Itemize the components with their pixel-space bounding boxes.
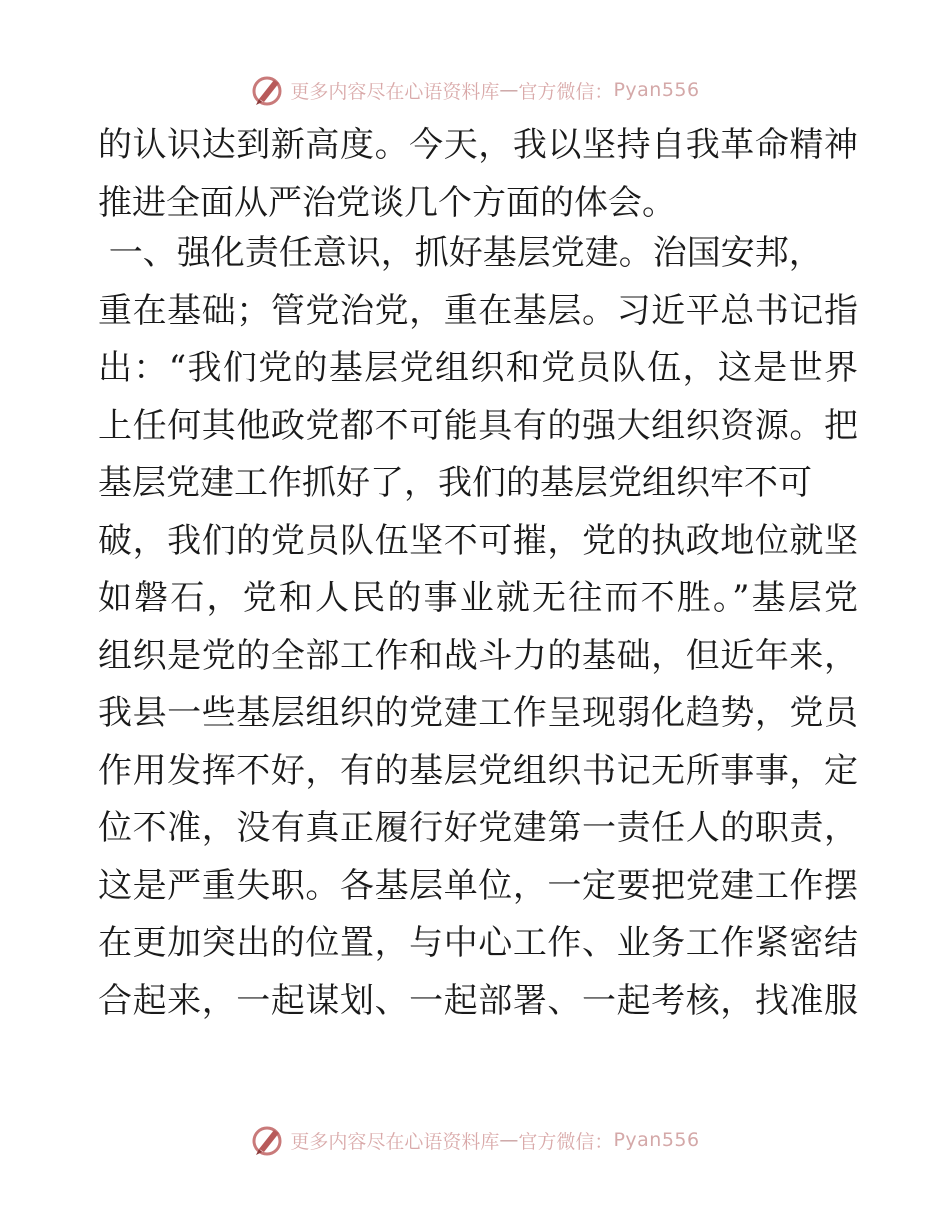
text-line: 作用发挥不好，有的基层党组织书记无所事事，定 bbox=[98, 750, 858, 791]
watermark-header bbox=[0, 70, 950, 110]
watermark-separator: — bbox=[499, 1129, 519, 1151]
text-line: 如磐石，党和人民的事业就无往而不胜。”基层党 bbox=[98, 578, 858, 618]
text-line: 我县一些基层组织的党建工作呈现弱化趋势，党员 bbox=[98, 693, 858, 733]
pen-logo-icon bbox=[250, 1122, 286, 1158]
paragraph-section-one bbox=[98, 225, 858, 1030]
text-line: 在更加突出的位置，与中心工作、业务工作紧密结 bbox=[98, 923, 858, 963]
watermark-wechat-label: 官方微信： bbox=[518, 80, 614, 103]
text-line: 这是严重失职。各基层单位，一定要把党建工作摆 bbox=[98, 865, 858, 906]
text-line: 合起来，一起谋划、一起部署、一起考核，找准服 bbox=[98, 980, 858, 1021]
text-line: 破，我们的党员队伍坚不可摧，党的执政地位就坚 bbox=[98, 520, 858, 561]
watermark-footer bbox=[0, 1120, 950, 1160]
paragraph-continuation bbox=[98, 117, 858, 232]
watermark-wechat-id: Pyan556 bbox=[613, 1129, 700, 1151]
watermark-separator: — bbox=[499, 79, 519, 101]
text-line: 的认识达到新高度。今天，我以坚持自我革命精神 bbox=[98, 125, 858, 165]
section-heading-line: 一、强化责任意识，抓好基层党建。治国安邦， bbox=[98, 233, 823, 273]
text-line: 重在基础；管党治党，重在基层。习近平总书记指 bbox=[98, 290, 858, 331]
watermark-wechat-id: Pyan556 bbox=[613, 79, 700, 101]
watermark-text: 更多内容尽在心语资料库 bbox=[290, 80, 500, 103]
text-line: 推进全面从严治党谈几个方面的体会。 bbox=[98, 182, 676, 223]
pen-logo-icon bbox=[250, 72, 286, 108]
text-line: 位不准，没有真正履行好党建第一责任人的职责， bbox=[98, 808, 858, 848]
watermark-wechat-label: 官方微信： bbox=[518, 1130, 614, 1153]
text-line: 出：“我们党的基层党组织和党员队伍，这是世界 bbox=[98, 348, 858, 388]
text-line: 基层党建工作抓好了，我们的基层党组织牢不可 bbox=[98, 463, 812, 503]
text-line: 组织是党的全部工作和战斗力的基础，但近年来， bbox=[98, 635, 858, 676]
text-line: 上任何其他政党都不可能具有的强大组织资源。把 bbox=[98, 405, 858, 446]
watermark-text: 更多内容尽在心语资料库 bbox=[290, 1130, 500, 1153]
